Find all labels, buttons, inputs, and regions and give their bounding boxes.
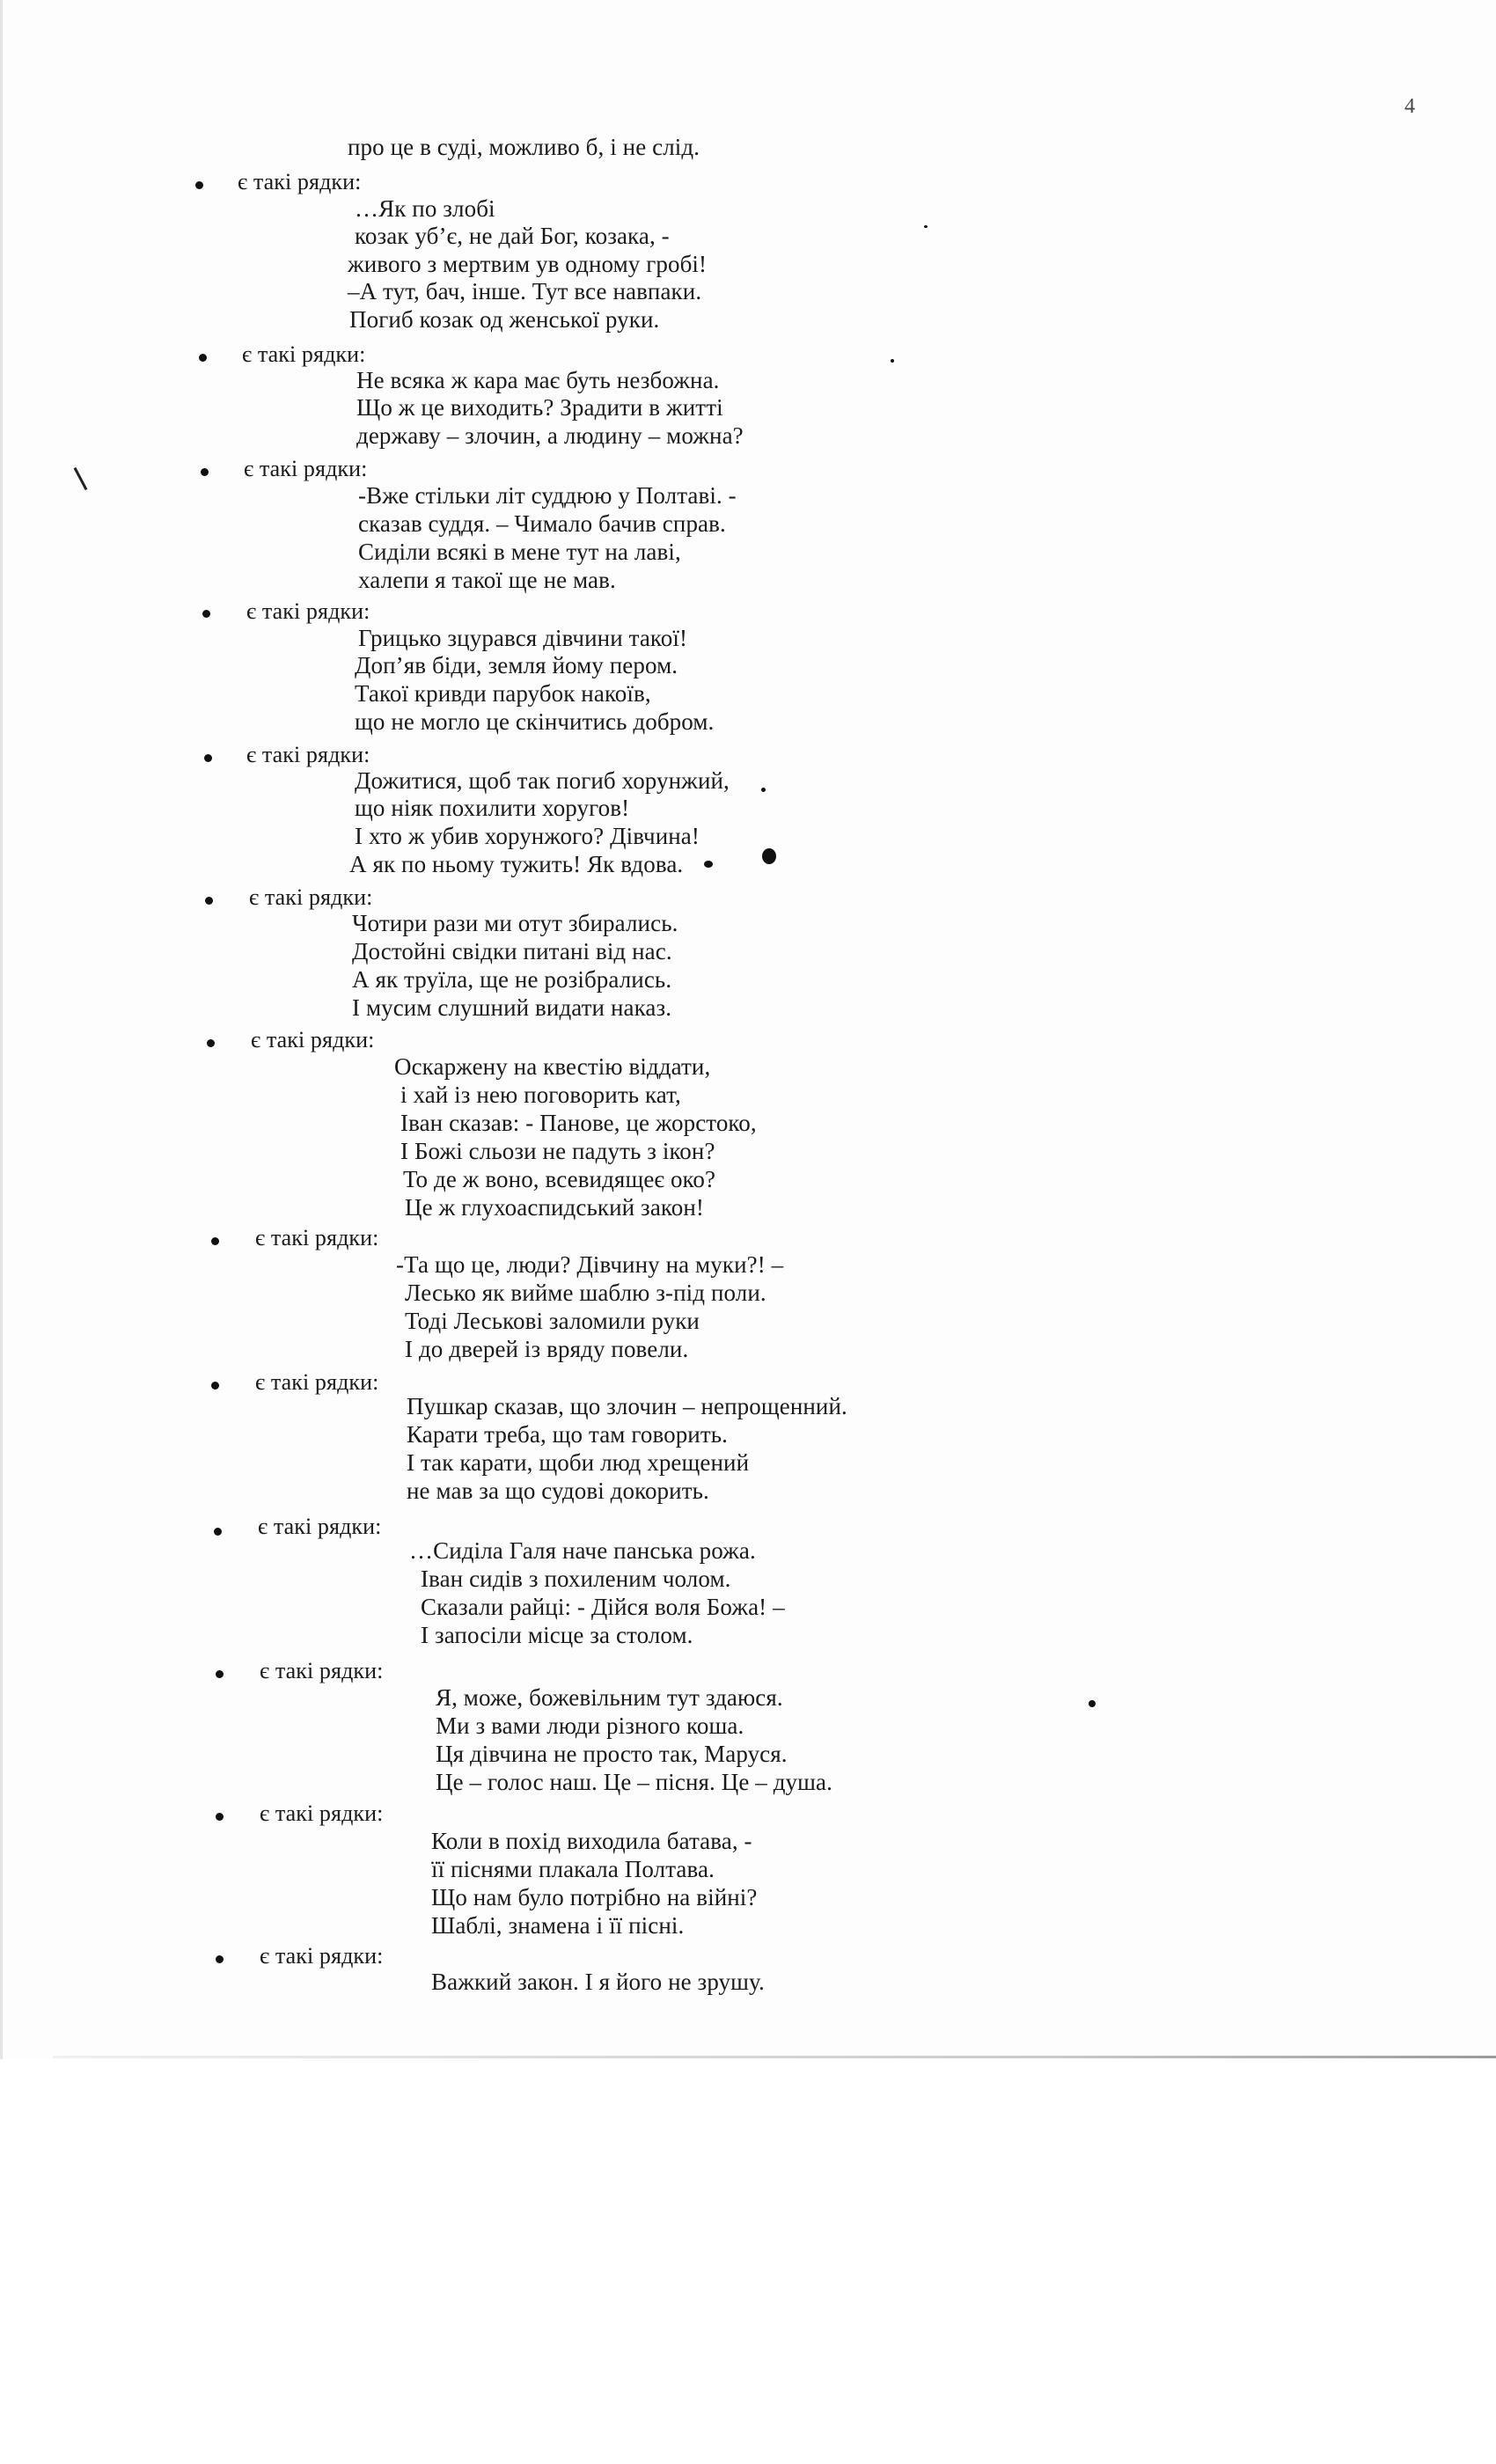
verse-line: живого з мертвим ув одному гробі!: [348, 251, 708, 277]
verse-line: …Як по злобі: [355, 195, 495, 222]
bullet: [216, 1813, 224, 1821]
verse-line: Тоді Леськові заломили руки: [405, 1308, 700, 1334]
bullet: [207, 1039, 215, 1047]
section-heading: є такі рядки:: [260, 1943, 384, 1969]
verse-line: Погиб козак од женської руки.: [349, 306, 660, 333]
verse-line: Що нам було потрібно на війні?: [431, 1884, 758, 1910]
bullet: [214, 1528, 222, 1536]
verse-line: що не могло це скінчитись добром.: [355, 708, 715, 735]
verse-line: Ця дівчина не просто так, Маруся.: [436, 1741, 788, 1767]
verse-line: І запосіли місце за столом.: [421, 1622, 693, 1648]
verse-line: А як по ньому тужить! Як вдова.: [349, 851, 684, 877]
verse-line: Що ж це виходить? Зрадити в житті: [356, 394, 723, 421]
verse-line: її піснями плакала Полтава.: [431, 1856, 715, 1882]
ink-blot: [704, 861, 713, 868]
bullet: [202, 610, 210, 618]
verse-line: Ми з вами люди різного коша.: [436, 1712, 744, 1739]
verse-line: сказав суддя. – Чимало бачив справ.: [358, 510, 726, 537]
verse-line: Коли в похід виходила батава, -: [431, 1828, 752, 1854]
bullet: [201, 468, 209, 476]
section-heading: є такі рядки:: [244, 456, 368, 481]
verse-line: Лесько як вийме шаблю з-під поли.: [405, 1280, 766, 1306]
bullet: [211, 1382, 219, 1390]
verse-line: Такої кривди парубок накоїв,: [355, 680, 651, 707]
verse-line: Шаблі, знамена і її пісні.: [431, 1912, 685, 1939]
ink-speck: [891, 359, 894, 363]
section-heading: є такі рядки:: [246, 742, 370, 767]
ink-speck: [761, 788, 766, 792]
bullet: [216, 1955, 224, 1963]
verse-line: Іван сказав: - Панове, це жорстоко,: [400, 1110, 757, 1136]
verse-line: Сказали райці: - Дійся воля Божа! –: [421, 1594, 785, 1620]
ink-speck: [924, 225, 928, 228]
verse-line: І хто ж убив хорунжого? Дівчина!: [355, 823, 700, 849]
section-heading: є такі рядки:: [251, 1027, 375, 1052]
bullet: [205, 897, 213, 905]
verse-line: -Вже стільки літ суддюю у Полтаві. -: [358, 482, 737, 509]
verse-line: Доп’яв біди, земля йому пером.: [355, 652, 678, 678]
verse-line: що ніяк похилити хоругов!: [355, 795, 630, 821]
page-bottom-edge: [53, 2056, 1496, 2058]
verse-line: Я, може, божевільним тут здаюся.: [436, 1684, 783, 1711]
verse-line: Це – голос наш. Це – пісня. Це – душа.: [436, 1769, 832, 1795]
verse-line: халепи я такої ще не мав.: [358, 567, 616, 593]
verse-line: І так карати, щоби люд хрещений: [407, 1449, 750, 1476]
verse-line: Іван сидів з похиленим чолом.: [421, 1566, 731, 1592]
intro-line: про це в суді, можливо б, і не слід.: [348, 134, 700, 160]
verse-line: Сиділи всякі в мене тут на лаві,: [358, 539, 681, 565]
section-heading: є такі рядки:: [238, 169, 362, 194]
page-number: 4: [1404, 95, 1415, 118]
section-heading: є такі рядки:: [258, 1514, 382, 1539]
section-heading: є такі рядки:: [255, 1225, 379, 1250]
section-heading: є такі рядки:: [260, 1658, 384, 1683]
section-heading: є такі рядки:: [260, 1800, 384, 1826]
verse-line: Це ж глухоаспидський закон!: [405, 1194, 704, 1221]
bullet: [195, 181, 203, 189]
verse-line: Чотири рази ми отут збирались.: [352, 910, 678, 936]
section-heading: є такі рядки:: [246, 598, 370, 624]
verse-line: А як труїла, ще не розібрались.: [352, 966, 672, 993]
verse-line: Важкий закон. І я його не зрушу.: [431, 1969, 765, 1995]
ink-speck: [1089, 1700, 1096, 1707]
section-heading: є такі рядки:: [255, 1369, 379, 1395]
bullet: [204, 754, 212, 762]
bullet: [199, 354, 207, 362]
verse-line: Пушкар сказав, що злочин – непрощенний.: [407, 1393, 847, 1419]
ink-blot: [762, 848, 776, 864]
verse-line: –А тут, бач, інше. Тут все навпаки.: [348, 278, 702, 304]
verse-line: Грицько зцурався дівчини такої!: [358, 625, 688, 651]
verse-line: державу – злочин, а людину – можна?: [356, 422, 744, 449]
verse-line: Дожитися, щоб так погиб хорунжий,: [355, 767, 730, 794]
verse-line: Не всяка ж кара має буть незбожна.: [356, 367, 720, 393]
verse-line: Достойні свідки питані від нас.: [352, 938, 672, 964]
verse-line: І до дверей із вряду повели.: [405, 1336, 689, 1362]
verse-line: …Сиділа Галя наче панська рожа.: [409, 1537, 756, 1564]
verse-line: І мусим слушний видати наказ.: [352, 994, 672, 1021]
section-heading: є такі рядки:: [249, 884, 373, 910]
section-heading: є такі рядки:: [242, 341, 366, 367]
verse-line: Оскаржену на квестію віддати,: [394, 1053, 711, 1080]
verse-line: і хай із нею поговорить кат,: [400, 1082, 681, 1108]
verse-line: І Божі сльози не падуть з ікон?: [400, 1138, 715, 1164]
verse-line: козак уб’є, не дай Бог, козака, -: [355, 223, 670, 249]
verse-line: Карати треба, що там говорить.: [407, 1421, 729, 1448]
verse-line: не мав за що судові докорить.: [407, 1478, 709, 1504]
bullet: [211, 1237, 219, 1245]
bullet: [216, 1670, 224, 1678]
verse-line: -Та що це, люди? Дівчину на муки?! –: [396, 1251, 784, 1278]
verse-line: То де ж воно, всевидящеє око?: [403, 1166, 716, 1192]
